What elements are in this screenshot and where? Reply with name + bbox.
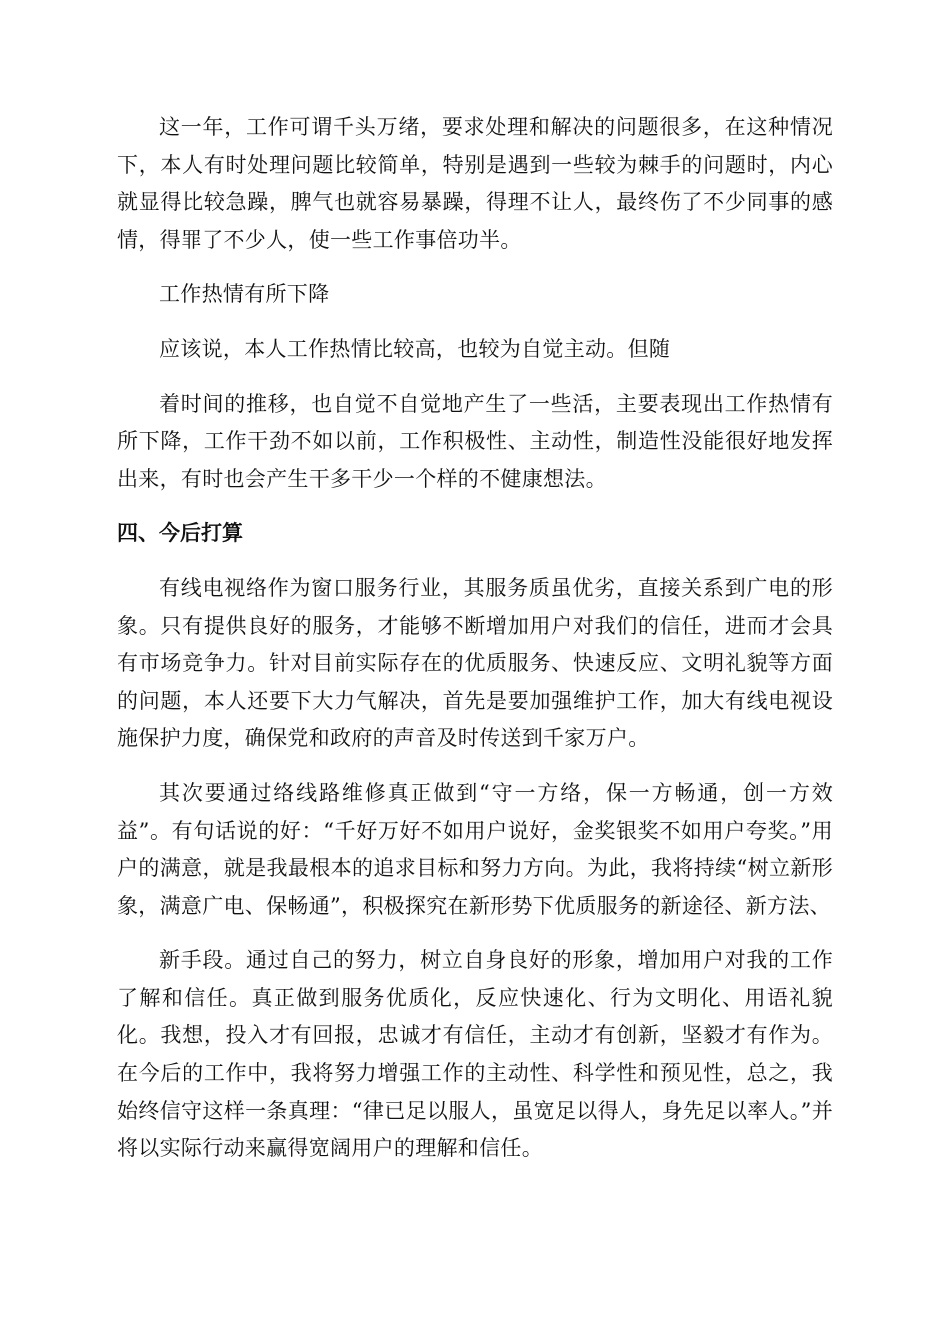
paragraph-1: 这一年，工作可谓千头万绪，要求处理和解决的问题很多，在这种情况下，本人有时处理问题比较简单，特别是遇到一些较为棘手的问题时，内心就显得比较急躁，脾气也就容易暴躁，得理不让人，最终伤了不少同事的感情，得罪了不少人，使一些工作事倍功半。 — [117, 115, 833, 252]
paragraph-6: 其次要通过络线路维修真正做到“守一方络，保一方畅通，创一方效益”。有句话说的好：“千好万好不如用户说好，金奖银奖不如用户夸奖。”用户的满意，就是我最根本的追求目标和努力方向。为此，我将持续“树立新形象，满意广电、保畅通”，积极探究在新形势下优质服务的新途径、新方法、 — [117, 780, 833, 918]
paragraph-3: 应该说，本人工作热情比较高，也较为自觉主动。但随 — [159, 336, 671, 361]
section-heading: 四、今后打算 — [117, 521, 243, 546]
paragraph-4: 着时间的推移，也自觉不自觉地产生了一些活，主要表现出工作热情有所下降，工作干劲不如以前，工作积极性、主动性，制造性没能很好地发挥出来，有时也会产生干多干少一个样的不健康想法。 — [117, 391, 833, 491]
paragraph-5: 有线电视络作为窗口服务行业，其服务质虽优劣，直接关系到广电的形象。只有提供良好的服务，才能够不断增加用户对我们的信任，进而才会具有市场竞争力。针对目前实际存在的优质服务、快速反应、文明礼貌等方面的问题，本人还要下大力气解决，首先是要加强维护工作，加大有线电视设施保护力度，确保党和政府的声音及时传送到千家万户。 — [117, 575, 833, 751]
paragraph-7: 新手段。通过自己的努力，树立自身良好的形象，增加用户对我的工作了解和信任。真正做到服务优质化，反应快速化、行为文明化、用语礼貌化。我想，投入才有回报，忠诚才有信任，主动才有创新，坚毅才有作为。在今后的工作中，我将努力增强工作的主动性、科学性和预见性，总之，我始终信守这样一条真理：“律已足以服人，虽宽足以得人，身先足以率人。”并将以实际行动来赢得宽阔用户的理解和信任。 — [117, 948, 833, 1161]
paragraph-2: 工作热情有所下降 — [159, 282, 330, 307]
document-page — [117, 109, 833, 1185]
